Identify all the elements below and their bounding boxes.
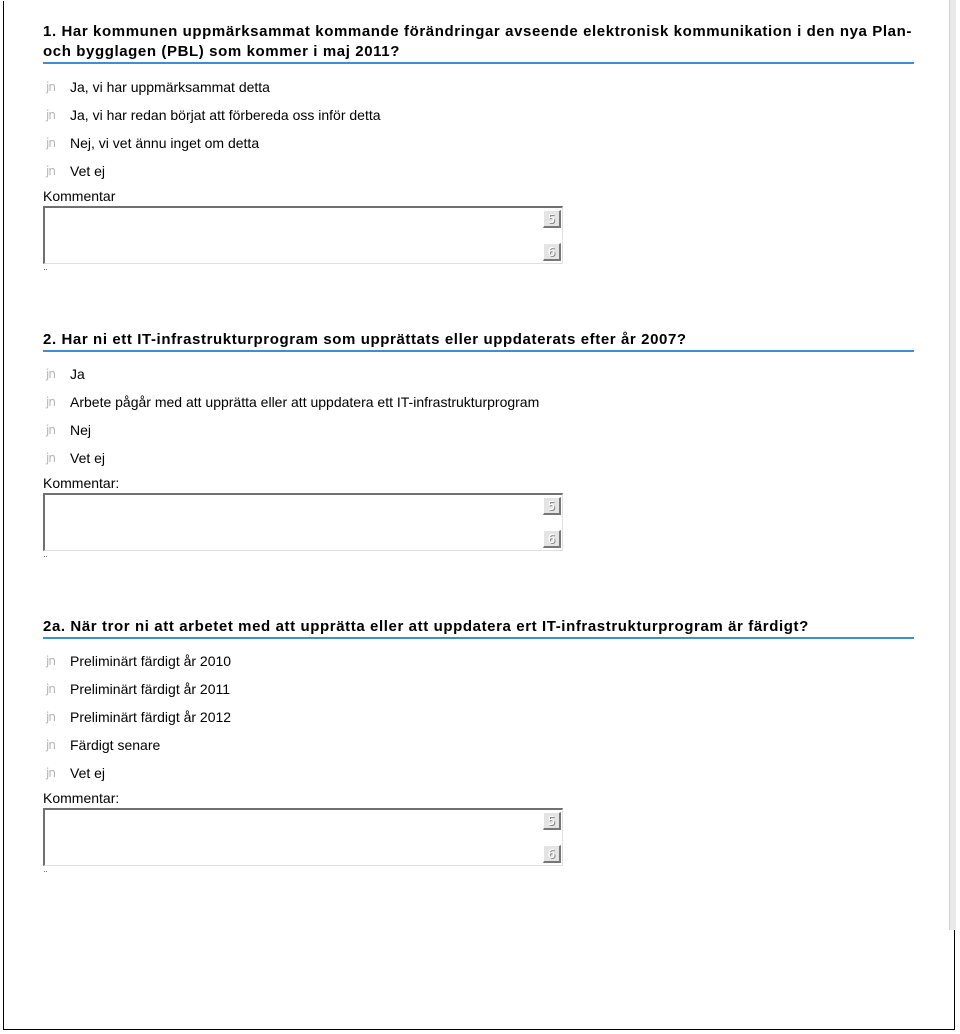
radio-icon[interactable]: jn <box>46 654 55 668</box>
option-label: Ja, vi har redan börjat att förbereda oss inför detta <box>70 107 381 123</box>
question-2a-title: 2a. När tror ni att arbetet med att upprätta eller att uppdatera ert IT-infrastrukturprogram är färdigt? <box>43 617 914 639</box>
scroll-down-button[interactable]: 6 <box>543 845 561 863</box>
q1-option-3[interactable] <box>46 134 259 152</box>
resize-grip-icon[interactable]: ¨ <box>44 870 48 881</box>
q2-comment-label: Kommentar: <box>43 475 120 491</box>
option-label: Ja <box>70 366 85 382</box>
scroll-down-button[interactable]: 6 <box>543 530 561 548</box>
option-label: Vet ej <box>70 163 106 179</box>
radio-icon[interactable]: jn <box>46 395 55 409</box>
q2a-option-5[interactable] <box>46 764 105 782</box>
q2a-option-2[interactable] <box>46 680 230 698</box>
scroll-up-button[interactable]: 5 <box>543 812 561 830</box>
question-2-title: 2. Har ni ett IT-infrastrukturprogram som upprättats eller uppdaterats efter år 2007? <box>43 330 914 352</box>
resize-grip-icon[interactable]: ¨ <box>44 268 48 279</box>
radio-icon[interactable]: jn <box>46 423 55 437</box>
radio-icon[interactable]: jn <box>46 367 55 381</box>
q2-option-1[interactable] <box>46 365 85 383</box>
resize-grip-icon[interactable]: ¨ <box>44 555 48 566</box>
option-label: Arbete pågår med att upprätta eller att uppdatera ett IT-infrastrukturprogram <box>70 394 540 410</box>
q1-option-1[interactable] <box>46 78 270 96</box>
radio-icon[interactable]: jn <box>46 738 55 752</box>
option-label: Preliminärt färdigt år 2010 <box>70 653 232 669</box>
option-label: Vet ej <box>70 765 106 781</box>
q1-comment-label: Kommentar <box>43 188 116 204</box>
radio-icon[interactable]: jn <box>46 451 55 465</box>
option-label: Nej <box>70 422 92 438</box>
option-label: Preliminärt färdigt år 2011 <box>70 681 231 697</box>
option-label: Preliminärt färdigt år 2012 <box>70 709 232 725</box>
q2a-option-4[interactable] <box>46 736 160 754</box>
q2-option-2[interactable] <box>46 393 539 411</box>
page-scrollbar[interactable] <box>949 0 956 930</box>
radio-icon[interactable]: jn <box>46 766 55 780</box>
q2-comment-field[interactable] <box>43 493 563 551</box>
radio-icon[interactable]: jn <box>46 136 55 150</box>
option-label: Vet ej <box>70 450 106 466</box>
option-label: Ja, vi har uppmärksammat detta <box>70 79 270 95</box>
q2-option-3[interactable] <box>46 421 91 439</box>
radio-icon[interactable]: jn <box>46 682 55 696</box>
q2a-comment-field[interactable] <box>43 808 563 866</box>
option-label: Färdigt senare <box>70 737 161 753</box>
q2-option-4[interactable] <box>46 449 105 467</box>
radio-icon[interactable]: jn <box>46 108 55 122</box>
radio-icon[interactable]: jn <box>46 164 55 178</box>
radio-icon[interactable]: jn <box>46 80 55 94</box>
scroll-down-button[interactable]: 6 <box>543 243 561 261</box>
q2a-comment-label: Kommentar: <box>43 790 120 806</box>
option-label: Nej, vi vet ännu inget om detta <box>70 135 260 151</box>
radio-icon[interactable]: jn <box>46 710 55 724</box>
q2a-option-1[interactable] <box>46 652 231 670</box>
scroll-up-button[interactable]: 5 <box>543 497 561 515</box>
question-1-title: 1. Har kommunen uppmärksammat kommande förändringar avseende elektronisk kommunikation i den nya Plan- och bygglagen (PBL) som kommer i maj 2011? <box>43 22 914 64</box>
q1-comment-field[interactable] <box>43 206 563 264</box>
q1-option-4[interactable] <box>46 162 105 180</box>
scroll-up-button[interactable]: 5 <box>543 210 561 228</box>
q2a-option-3[interactable] <box>46 708 231 726</box>
q1-option-2[interactable] <box>46 106 381 124</box>
